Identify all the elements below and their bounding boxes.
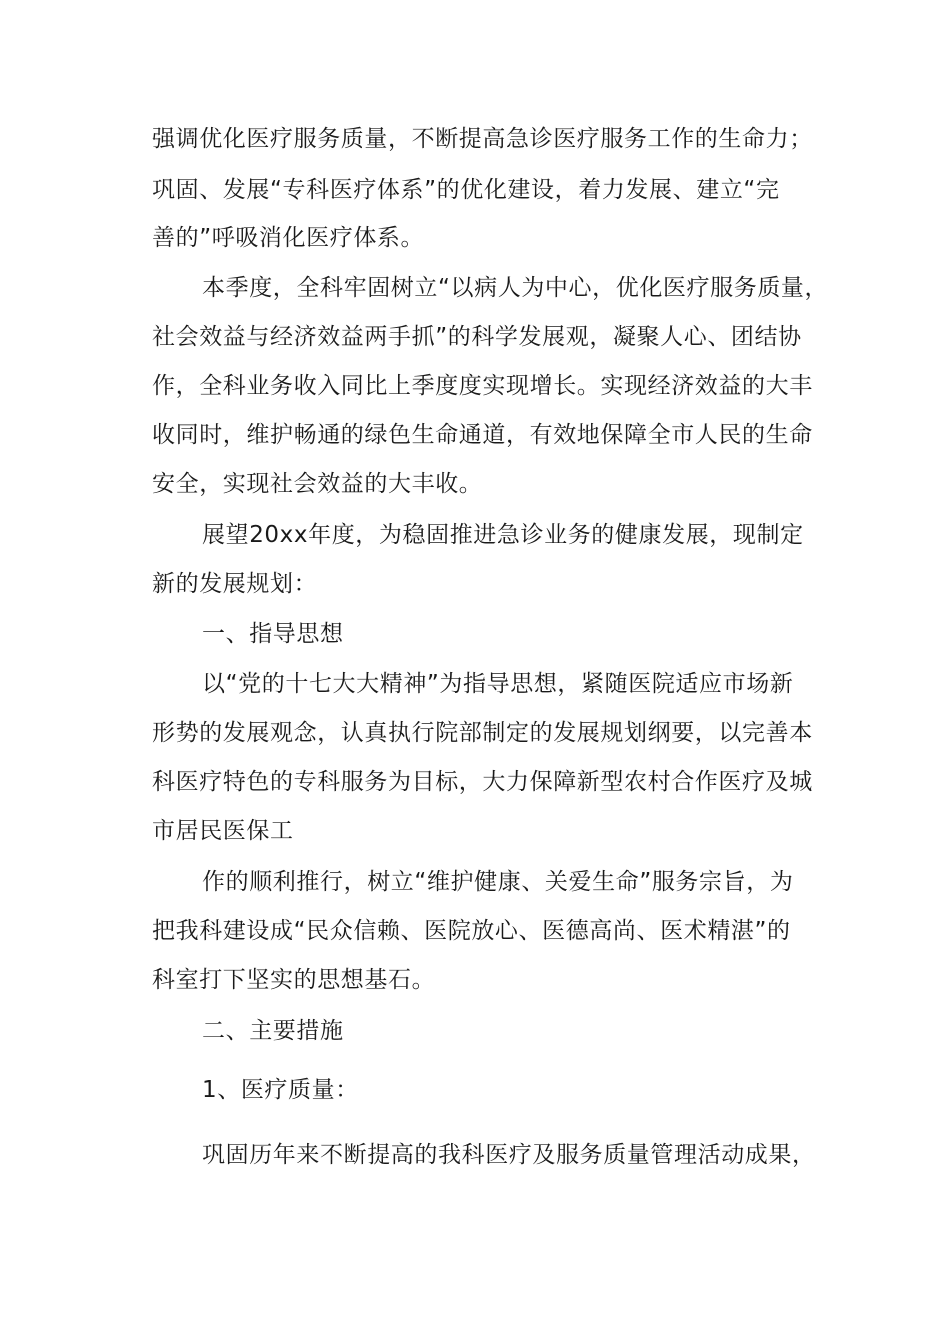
text-line: 科医疗特色的专科服务为目标，大力保障新型农村合作医疗及城 (152, 769, 813, 795)
text-line: 本季度，全科牢固树立“以病人为中心，优化医疗服务质量， (202, 275, 829, 301)
text-line: 作的顺利推行，树立“维护健康、关爱生命”服务宗旨，为 (202, 869, 794, 895)
section-heading: 一、指导思想 (202, 621, 344, 647)
text-line: 市居民医保工 (152, 818, 294, 844)
text-line: 善的”呼吸消化医疗体系。 (152, 225, 425, 251)
text-line: 科室打下坚实的思想基石。 (152, 967, 436, 993)
text-line: 巩固历年来不断提高的我科医疗及服务质量管理活动成果， (202, 1142, 816, 1168)
text-line: 以“党的十七大大精神”为指导思想，紧随医院适应市场新 (202, 671, 794, 697)
text-line: 形势的发展观念，认真执行院部制定的发展规划纲要，以完善本 (152, 720, 813, 746)
text-line: 新的发展规划： (152, 571, 318, 597)
text-line: 收同时，维护畅通的绿色生命通道，有效地保障全市人民的生命 (152, 422, 813, 448)
text-line: 作，全科业务收入同比上季度度实现增长。实现经济效益的大丰 (152, 373, 813, 399)
text-line: 展望20xx年度，为稳固推进急诊业务的健康发展，现制定 (202, 522, 804, 548)
text-line: 巩固、发展“专科医疗体系”的优化建设，着力发展、建立“完 (152, 177, 780, 203)
text-line: 把我科建设成“民众信赖、医院放心、医德高尚、医术精湛”的 (152, 918, 791, 944)
subsection-heading: 1、医疗质量： (202, 1077, 359, 1103)
section-heading: 二、主要措施 (202, 1018, 344, 1044)
text-line: 安全，实现社会效益的大丰收。 (152, 471, 483, 497)
text-line: 强调优化医疗服务质量，不断提高急诊医疗服务工作的生命力； (152, 126, 813, 152)
text-line: 社会效益与经济效益两手抓”的科学发展观，凝聚人心、团结协 (152, 324, 802, 350)
